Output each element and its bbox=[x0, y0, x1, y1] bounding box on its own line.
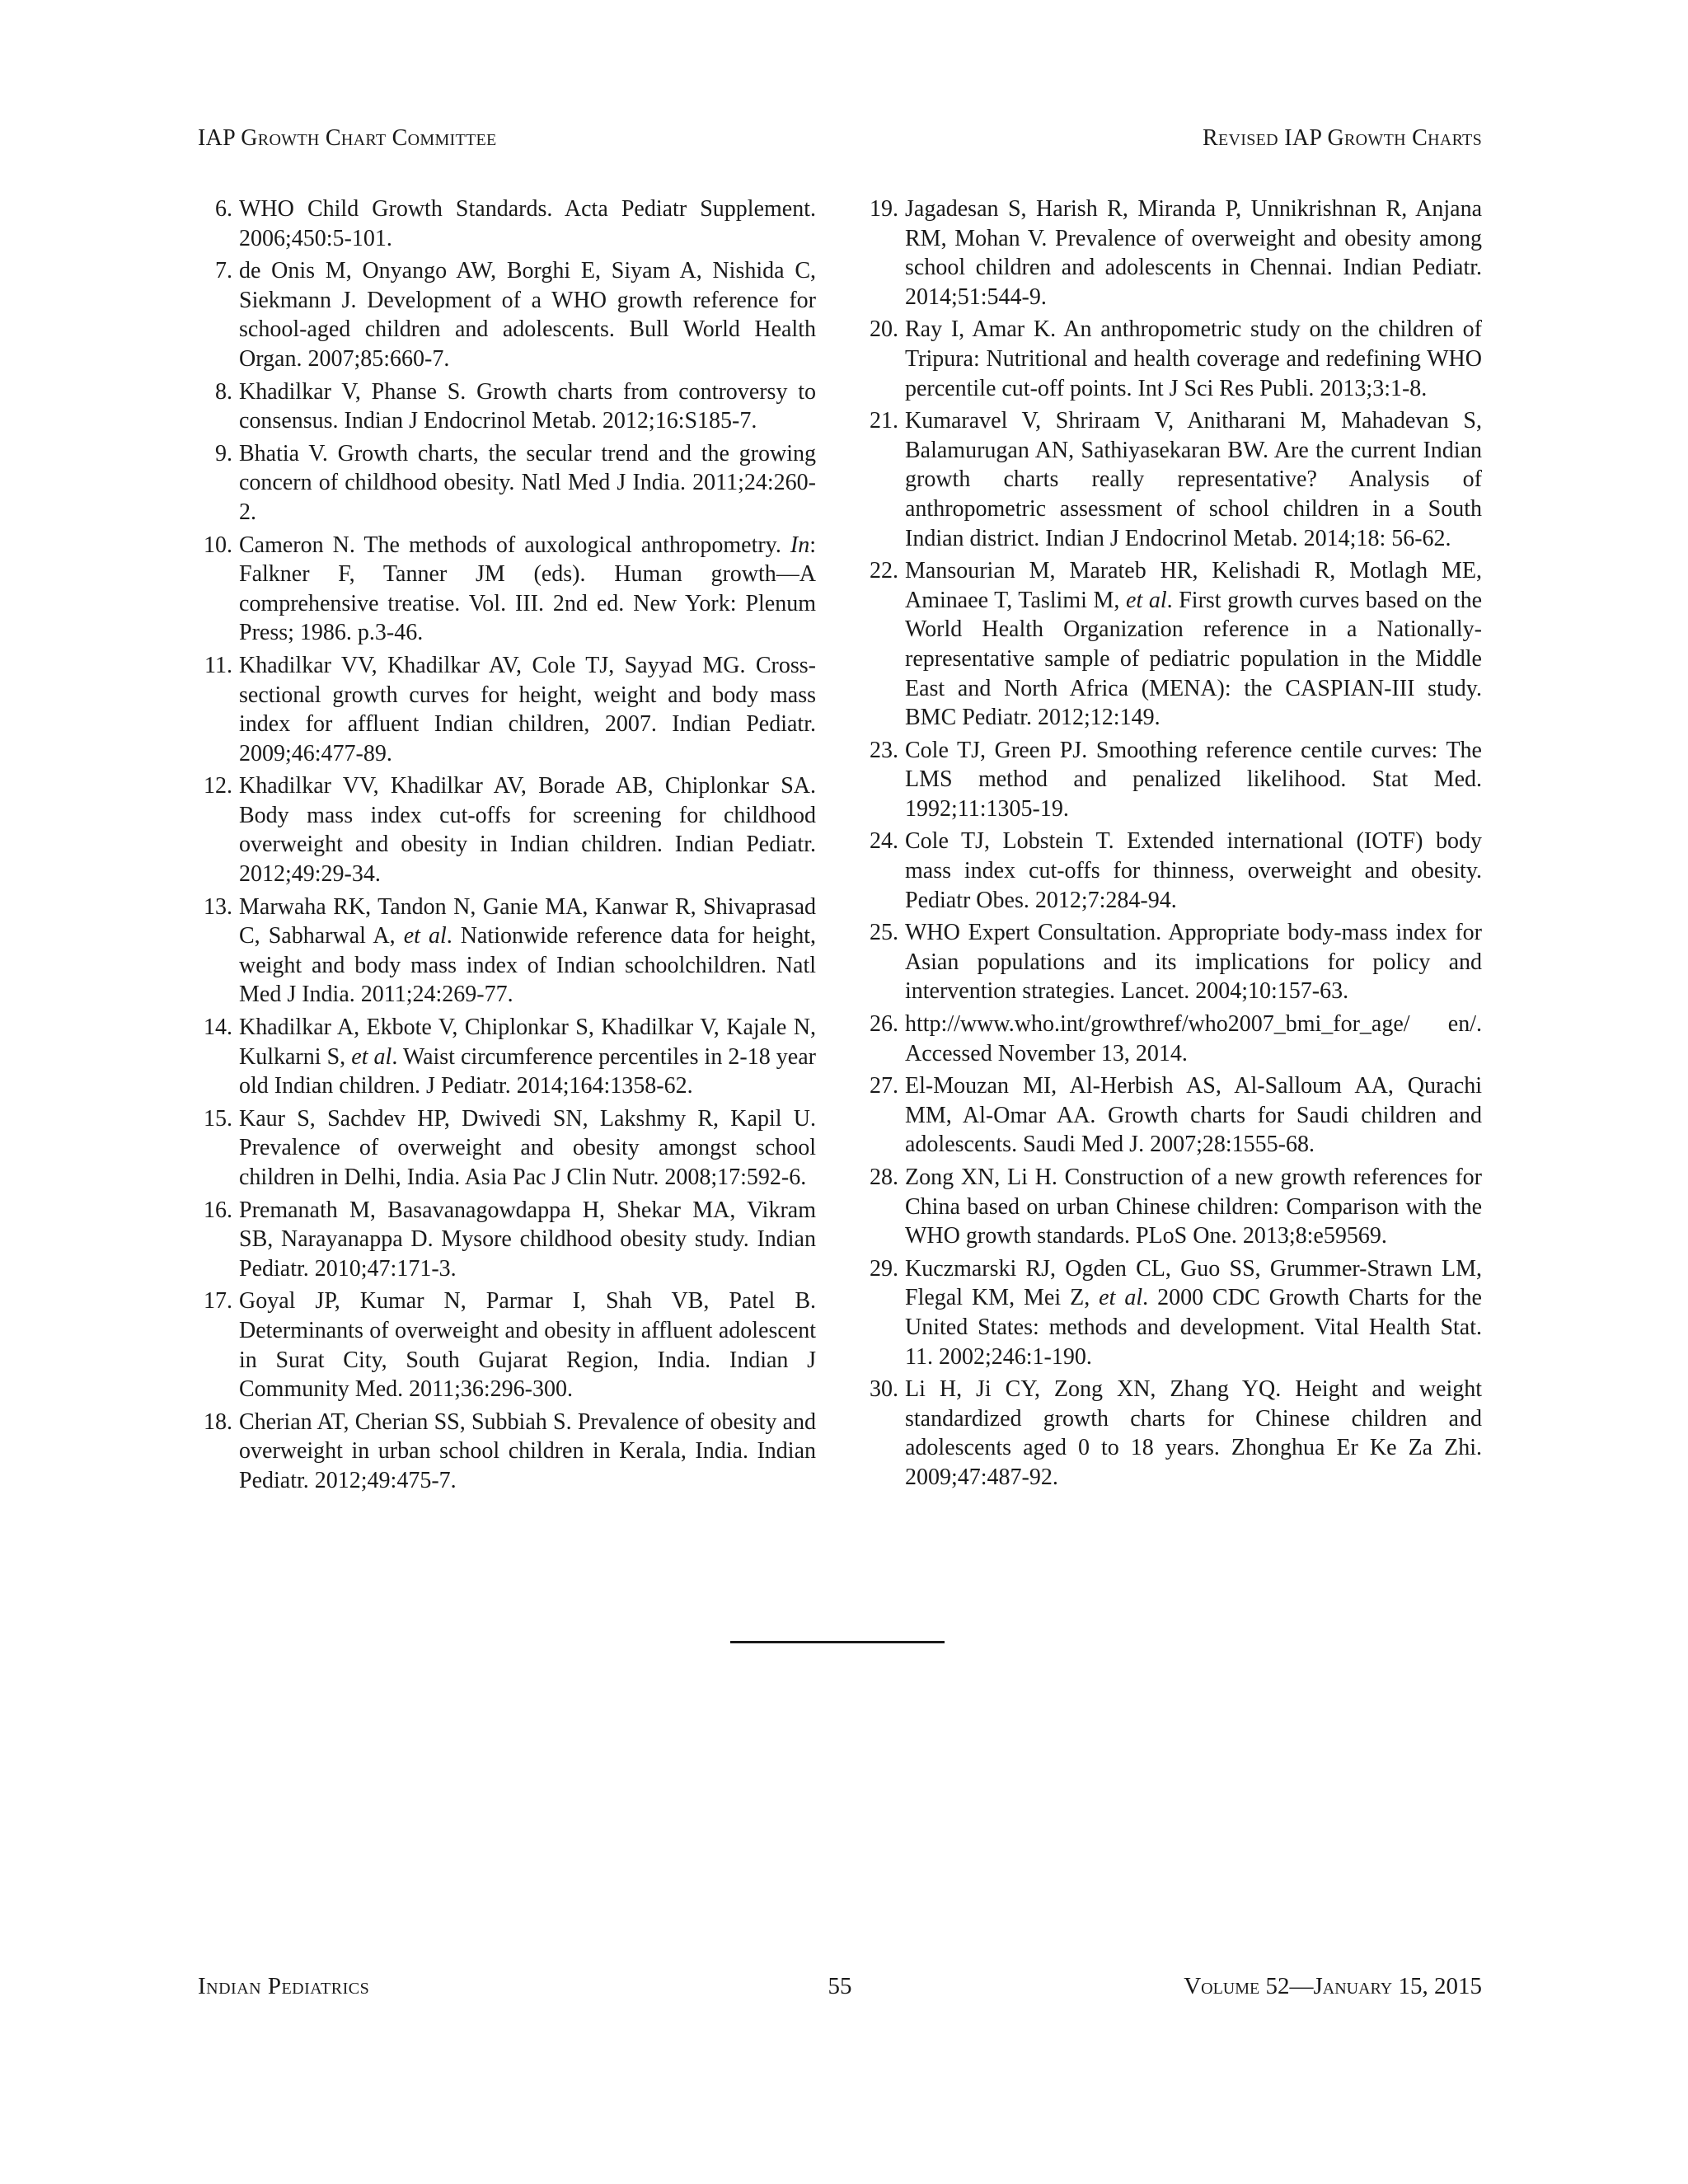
reference-text-part: Kuczmarski RJ, Ogden CL, Guo SS, Grummer-Strawn LM, Flegal KM, Mei Z, bbox=[905, 1255, 1482, 1311]
reference-number: 14. bbox=[204, 1015, 232, 1041]
reference-text-part: . 2000 CDC Growth Charts for the United States: methods and development. Vital Health Stat. 11. 2002;246:1-190. bbox=[905, 1285, 1482, 1370]
reference-text-part: Khadilkar A, Ekbote V, Chiplonkar S, Khadilkar V, Kajale N, Kulkarni S, bbox=[239, 1015, 816, 1070]
reference-italic-part: et al bbox=[1126, 587, 1167, 613]
reference-number: 18. bbox=[204, 1408, 232, 1435]
reference-item bbox=[198, 1408, 816, 1496]
reference-item bbox=[864, 1254, 1482, 1371]
page-footer bbox=[198, 1973, 1482, 2006]
references-column-left bbox=[198, 194, 816, 1499]
reference-item bbox=[198, 256, 816, 373]
reference-text: Kaur S, Sachdev HP, Dwivedi SN, Lakshmy R, Kapil U. Prevalence of overweight and obesity amongst school children in Delhi, India. Asia Pac J Clin Nutr. 2008;17:592-6. bbox=[239, 1105, 816, 1190]
reference-number: 17. bbox=[204, 1288, 232, 1315]
reference-text: El-Mouzan MI, Al-Herbish AS, Al-Salloum AA, Qurachi MM, Al-Omar AA. Growth charts for Saudi children and adolescents. Saudi Med J. 2007;28:1555-68. bbox=[905, 1073, 1482, 1158]
reference-text: Premanath M, Basavanagowdappa H, Shekar MA, Vikram SB, Narayanappa D. Mysore childhood obesity study. Indian Pediatr. 2010;47:171-3. bbox=[239, 1197, 816, 1282]
page-number: 55 bbox=[828, 1973, 852, 1999]
reference-text: Cherian AT, Cherian SS, Subbiah S. Prevalence of obesity and overweight in urban school children in Kerala, India. Indian Pediatr. 2012;49:475-7. bbox=[239, 1408, 816, 1493]
reference-number: 21. bbox=[870, 408, 898, 434]
reference-text-part: . Waist circumference percentiles in 2-18 year old Indian children. J Pediatr. 2014;164:1358-62. bbox=[239, 1043, 816, 1099]
reference-number: 11. bbox=[204, 652, 232, 678]
reference-text: Goyal JP, Kumar N, Parmar I, Shah VB, Patel B. Determinants of overweight and obesity in affluent adolescent in Surat City, South Gujarat Region, India. Indian J Community Med. 2011;36:296-300. bbox=[239, 1288, 816, 1403]
reference-number: 9. bbox=[215, 440, 232, 466]
reference-list-right bbox=[864, 194, 1482, 1493]
reference-text bbox=[239, 894, 816, 1008]
running-head-left: IAP Growth Chart Committee bbox=[198, 125, 497, 151]
reference-item bbox=[198, 439, 816, 527]
reference-text-part: : Falkner F, Tanner JM (eds). Human growth—A comprehensive treatise. Vol. III. 2nd ed. New York: Plenum Press; 1986. p.3-46. bbox=[239, 532, 816, 646]
reference-number: 6. bbox=[215, 196, 232, 222]
reference-italic-part: et al bbox=[403, 923, 447, 949]
reference-text-part: . First growth curves based on the World Health Organization reference in a Nationally-representative sample of pediatric population in the Middle East and North Africa (MENA): the CASPIAN-III study. BMC Pediatr. 2012;12:149. bbox=[905, 587, 1483, 731]
reference-number: 16. bbox=[204, 1197, 232, 1223]
reference-text: WHO Expert Consultation. Appropriate body-mass index for Asian populations and its implications for policy and intervention strategies. Lancet. 2004;10:157-63. bbox=[905, 920, 1482, 1005]
reference-item bbox=[198, 377, 816, 436]
reference-number: 24. bbox=[870, 828, 898, 855]
reference-italic-part: et al bbox=[351, 1043, 392, 1070]
reference-text: Khadilkar VV, Khadilkar AV, Cole TJ, Sayyad MG. Cross-sectional growth curves for height, weight and body mass index for affluent Indian children, 2007. Indian Pediatr. 2009;46:477-89. bbox=[239, 652, 816, 766]
reference-item bbox=[198, 194, 816, 253]
running-head bbox=[198, 125, 1482, 158]
reference-text: WHO Child Growth Standards. Acta Pediatr Supplement. 2006;450:5-101. bbox=[239, 196, 816, 251]
reference-item bbox=[864, 1071, 1482, 1160]
reference-item bbox=[198, 1013, 816, 1101]
end-of-article-rule bbox=[730, 1641, 945, 1643]
reference-text bbox=[905, 1256, 1482, 1370]
reference-list-left bbox=[198, 194, 816, 1496]
reference-item bbox=[198, 1196, 816, 1284]
reference-text: http://www.who.int/growthref/who2007_bmi_for_age/ en/. Accessed November 13, 2014. bbox=[905, 1011, 1482, 1066]
reference-text bbox=[239, 532, 816, 646]
reference-text-part: . Nationwide reference data for height, weight and body mass index of Indian schoolchildren. Natl Med J India. 2011;24:269-77. bbox=[239, 923, 817, 1008]
reference-item bbox=[864, 827, 1482, 915]
reference-number: 13. bbox=[204, 893, 232, 920]
running-head-right: Revised IAP Growth Charts bbox=[1203, 125, 1482, 151]
reference-item bbox=[198, 1104, 816, 1193]
reference-item bbox=[198, 531, 816, 648]
reference-item bbox=[864, 1375, 1482, 1492]
reference-text-part: Mansourian M, Marateb HR, Kelishadi R, Motlagh ME, Aminaee T, Taslimi M, bbox=[905, 558, 1482, 613]
reference-item bbox=[864, 194, 1482, 312]
reference-text: Cole TJ, Green PJ. Smoothing reference centile curves: The LMS method and penalized likelihood. Stat Med. 1992;11:1305-19. bbox=[905, 737, 1482, 822]
reference-text: Khadilkar VV, Khadilkar AV, Borade AB, Chiplonkar SA. Body mass index cut-offs for screening for childhood overweight and obesity in Indian children. Indian Pediatr. 2012;49:29-34. bbox=[239, 773, 816, 888]
reference-number: 28. bbox=[870, 1165, 898, 1190]
reference-number: 19. bbox=[870, 196, 898, 222]
reference-text: Kumaravel V, Shriraam V, Anitharani M, Mahadevan S, Balamurugan AN, Sathiyasekaran BW. Are the current Indian growth charts really representative? Analysis of anthropometric assessment of school children in a South Indian district. Indian J Endocrinol Metab. 2014;18: 56-62. bbox=[905, 408, 1482, 551]
reference-item bbox=[864, 736, 1482, 824]
footer-journal-name: Indian Pediatrics bbox=[198, 1973, 370, 1999]
reference-item bbox=[864, 1163, 1482, 1251]
reference-number: 15. bbox=[204, 1105, 232, 1132]
reference-number: 29. bbox=[870, 1255, 898, 1282]
reference-item bbox=[198, 651, 816, 768]
reference-text: Cole TJ, Lobstein T. Extended international (IOTF) body mass index cut-offs for thinness, overweight and obesity. Pediatr Obes. 2012;7:284-94. bbox=[905, 828, 1482, 913]
reference-number: 22. bbox=[870, 558, 898, 584]
reference-item bbox=[198, 771, 816, 888]
reference-number: 8. bbox=[215, 378, 232, 405]
reference-item bbox=[864, 315, 1482, 403]
reference-number: 12. bbox=[204, 773, 232, 799]
reference-text: Jagadesan S, Harish R, Miranda P, Unnikrishnan R, Anjana RM, Mohan V. Prevalence of overweight and obesity among school children and adolescents in Chennai. Indian Pediatr. 2014;51:544-9. bbox=[905, 196, 1482, 310]
reference-text: Zong XN, Li H. Construction of a new growth references for China based on urban Chinese children: Comparison with the WHO growth standards. PLoS One. 2013;8:e59569. bbox=[905, 1165, 1482, 1249]
reference-number: 25. bbox=[870, 920, 898, 946]
reference-item bbox=[198, 1286, 816, 1404]
reference-text: Bhatia V. Growth charts, the secular trend and the growing concern of childhood obesity. Natl Med J India. 2011;24:260-2. bbox=[239, 440, 816, 525]
reference-number: 23. bbox=[870, 737, 898, 763]
reference-item bbox=[198, 893, 816, 1010]
reference-text bbox=[905, 558, 1482, 730]
reference-number: 26. bbox=[870, 1011, 898, 1038]
reference-text: de Onis M, Onyango AW, Borghi E, Siyam A, Nishida C, Siekmann J. Development of a WHO growth reference for school-aged children and adolescents. Bull World Health Organ. 2007;85:660-7. bbox=[239, 258, 816, 372]
reference-item bbox=[864, 406, 1482, 553]
reference-item bbox=[864, 918, 1482, 1006]
reference-text-part: Cameron N. The methods of auxological anthropometry. bbox=[239, 532, 790, 558]
footer-volume-date: Volume 52—January 15, 2015 bbox=[1184, 1973, 1482, 1999]
reference-item bbox=[864, 1010, 1482, 1068]
reference-number: 30. bbox=[870, 1376, 898, 1403]
reference-text: Ray I, Amar K. An anthropometric study on the children of Tripura: Nutritional and health coverage and redefining WHO percentile cut-off points. Int J Sci Res Publi. 2013;3:1-8. bbox=[905, 316, 1482, 401]
reference-italic-part: et al bbox=[1099, 1285, 1143, 1311]
reference-item bbox=[864, 556, 1482, 733]
references-column-right bbox=[864, 194, 1482, 1496]
reference-italic-part: In bbox=[790, 532, 810, 558]
reference-number: 27. bbox=[870, 1073, 898, 1099]
reference-text-part: Marwaha RK, Tandon N, Ganie MA, Kanwar R, Shivaprasad C, Sabharwal A, bbox=[239, 893, 816, 949]
reference-text: Li H, Ji CY, Zong XN, Zhang YQ. Height and weight standardized growth charts for Chinese children and adolescents aged 0 to 18 years. Zhonghua Er Ke Za Zhi. 2009;47:487-92. bbox=[905, 1376, 1482, 1490]
reference-number: 20. bbox=[870, 316, 898, 343]
reference-number: 7. bbox=[215, 258, 232, 284]
reference-text: Khadilkar V, Phanse S. Growth charts from controversy to consensus. Indian J Endocrinol Metab. 2012;16:S185-7. bbox=[239, 378, 816, 434]
reference-text bbox=[239, 1015, 816, 1099]
reference-number: 10. bbox=[204, 532, 232, 558]
